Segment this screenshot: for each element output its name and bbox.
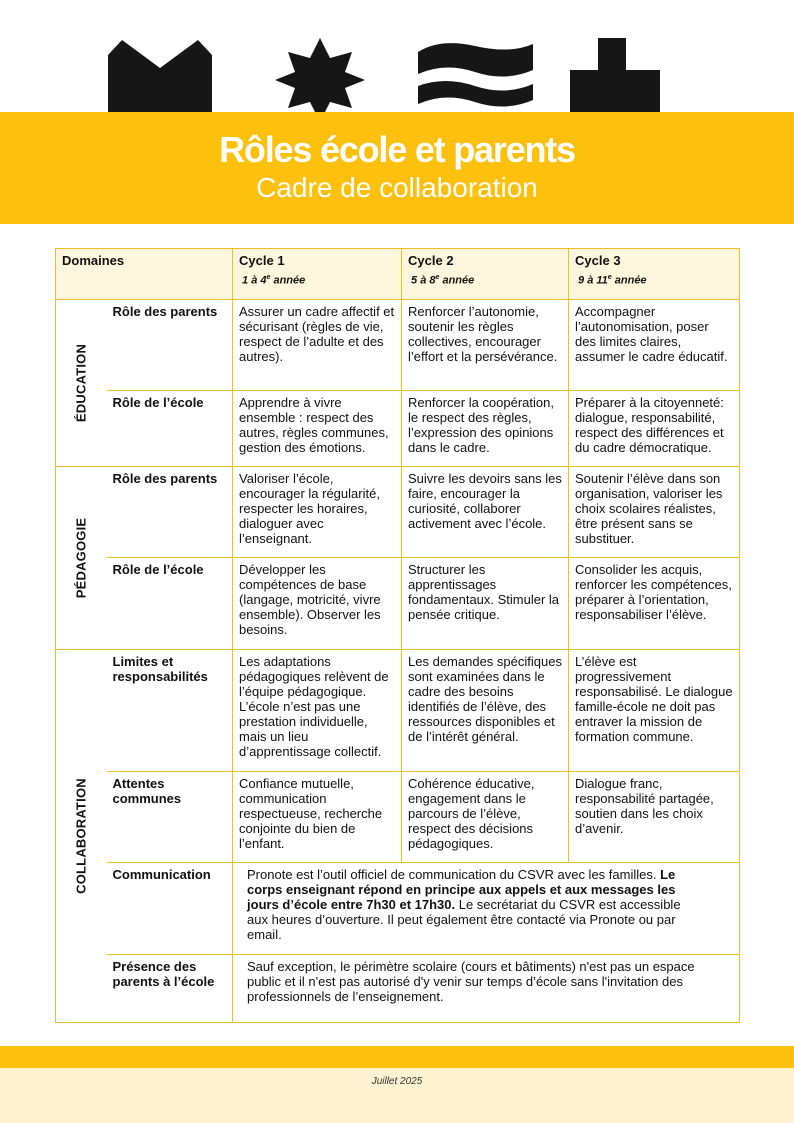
cell-cycle-2: Renforcer la coopération, le respect des règles, l’expression des opinions dans le cadre. <box>402 391 569 467</box>
page-subtitle: Cadre de collaboration <box>256 172 538 203</box>
row-label: Rôle de l’école <box>107 391 233 467</box>
wave-shape <box>418 43 533 106</box>
cell-cycle-1: Confiance mutuelle, communication respectueuse, recherche conjointe du bien de l’enfant. <box>233 772 402 863</box>
cell-cycle-3: Dialogue franc, responsabilité partagée, soutien dans les choix d’avenir. <box>569 772 740 863</box>
table-row-communication <box>56 863 740 955</box>
cell-cycle-3: Préparer à la citoyenneté: dialogue, responsabilité, respect des différences et du cadre démocratique. <box>569 391 740 467</box>
row-label: Rôle des parents <box>107 467 233 558</box>
communication-text: Pronote est l’outil officiel de communication du CSVR avec les familles. Le corps enseignant répond en principe aux appels et aux messages les jours d’école entre 7h30 et 17h30. Le secrétariat du CSVR est accessible aux heures d’ouverture. Il peut également être contacté via Pronote ou par email. <box>233 863 740 955</box>
cycle-2-years: 5 à 8e année <box>411 274 475 287</box>
cell-cycle-2: Structurer les apprentissages fondamentaux. Stimuler la pensée critique. <box>402 558 569 650</box>
crown-shape <box>108 40 212 112</box>
cross-shape <box>570 38 660 112</box>
cell-cycle-2: Cohérence éducative, engagement dans le parcours de l’élève, respect des décisions pédagogiques. <box>402 772 569 863</box>
row-label: Présence des parents à l’école <box>107 955 233 1023</box>
cycle-1-years: 1 à 4e année <box>242 274 306 287</box>
cell-cycle-2: Renforcer l’autonomie, soutenir les règles collectives, encourager l’effort et la persévérance. <box>402 300 569 391</box>
cell-cycle-1: Développer les compétences de base (langage, motricité, vivre ensemble). Observer les besoins. <box>233 558 402 650</box>
cell-cycle-3: Soutenir l’élève dans son organisation, valoriser les choix scolaires réalistes, être présent sans se substituer. <box>569 467 740 558</box>
header-domaines: Domaines <box>56 249 233 300</box>
star-shape <box>275 38 365 112</box>
table-row <box>56 391 740 467</box>
table-header-row <box>56 249 740 300</box>
row-label: Rôle des parents <box>107 300 233 391</box>
school-logo <box>0 0 794 112</box>
footer-bar <box>0 1046 794 1068</box>
cell-cycle-1: Apprendre à vivre ensemble : respect des autres, règles communes, gestion des émotions. <box>233 391 402 467</box>
table-row <box>56 650 740 772</box>
domain-pedagogie: PÉDAGOGIE <box>56 467 107 650</box>
row-label: Limites et responsabilités <box>107 650 233 772</box>
row-label: Rôle de l’école <box>107 558 233 650</box>
cell-cycle-1: Valoriser l’école, encourager la régularité, respecter les horaires, dialoguer avec l’enseignant. <box>233 467 402 558</box>
table-row <box>56 300 740 391</box>
cell-cycle-3: L’élève est progressivement responsabilisé. Le dialogue famille-école ne doit pas entraver la mission de formation commune. <box>569 650 740 772</box>
cell-cycle-1: Assurer un cadre affectif et sécurisant (règles de vie, respect de l’adulte et des autres). <box>233 300 402 391</box>
footer <box>0 1068 794 1123</box>
domain-collaboration: COLLABORATION <box>56 650 107 1023</box>
title-banner <box>0 112 794 224</box>
footer-date: Juillet 2025 <box>371 1076 423 1087</box>
header-cycle-3: Cycle 3 9 à 11e année <box>569 249 740 300</box>
domain-education: ÉDUCATION <box>56 300 107 467</box>
table-row <box>56 772 740 863</box>
cell-cycle-2: Les demandes spécifiques sont examinées dans le cadre des besoins identifiés de l’élève, des ressources disponibles et de l’intérêt général. <box>402 650 569 772</box>
cell-cycle-2: Suivre les devoirs sans les faire, encourager la curiosité, collaborer activement avec l’école. <box>402 467 569 558</box>
cell-cycle-3: Accompagner l’autonomisation, poser des limites claires, assumer le cadre éducatif. <box>569 300 740 391</box>
row-label: Attentes communes <box>107 772 233 863</box>
table-row-presence <box>56 955 740 1023</box>
header-cycle-1: Cycle 1 1 à 4e année <box>233 249 402 300</box>
cycle-3-years: 9 à 11e année <box>578 274 647 287</box>
presence-text: Sauf exception, le périmètre scolaire (cours et bâtiments) n'est pas un espace public et il n'est pas autorisé d'y venir sur temps d’école sans l'invitation des professionnels de l’enseignement. <box>233 955 740 1023</box>
table-row <box>56 467 740 558</box>
cell-cycle-1: Les adaptations pédagogiques relèvent de l’équipe pédagogique. L’école n’est pas une prestation individuelle, mais un lieu d’apprentissage collectif. <box>233 650 402 772</box>
row-label: Communication <box>107 863 233 955</box>
header-cycle-2: Cycle 2 5 à 8e année <box>402 249 569 300</box>
roles-table <box>55 248 740 1023</box>
cell-cycle-3: Consolider les acquis, renforcer les compétences, préparer à l’orientation, responsabiliser l’élève. <box>569 558 740 650</box>
table-row <box>56 558 740 650</box>
page-title: Rôles école et parents <box>219 129 575 170</box>
